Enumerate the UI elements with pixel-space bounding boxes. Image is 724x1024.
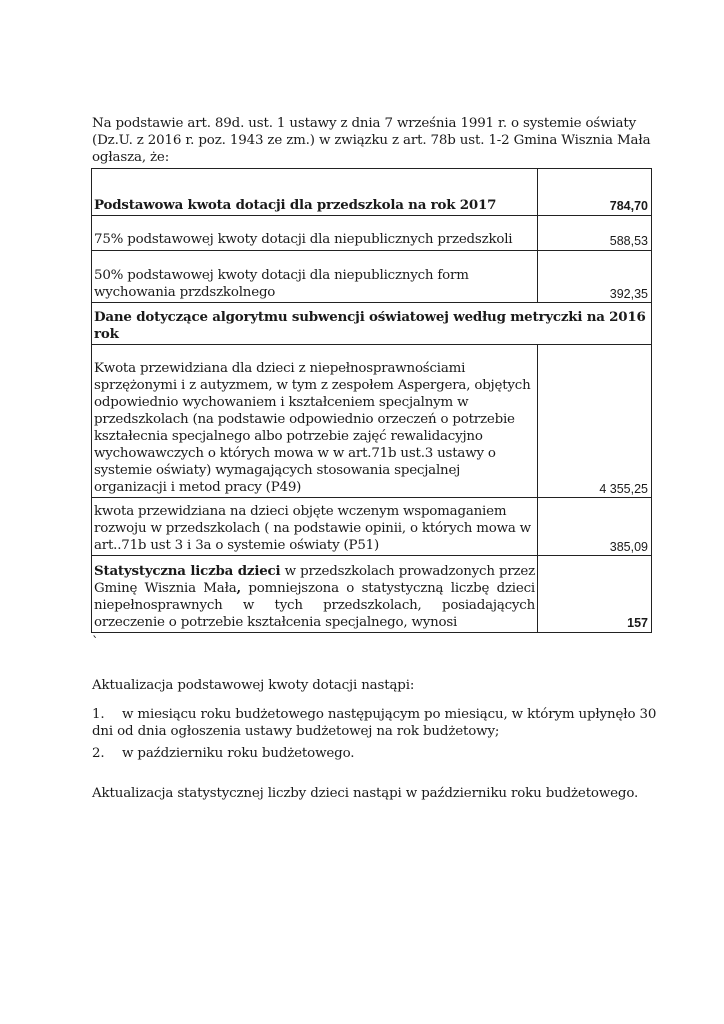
intro-paragraph: Na podstawie art. 89d. ust. 1 ustawy z dnia 7 września 1991 r. o systemie oświaty (Dz.U. z 2016 r. poz. 1943 ze zm.) w związku z art. 78b ust. 1-2 Gmina Wisznia Mała ogłasza, że: <box>92 116 651 165</box>
statistical-children-rest: pomniejszona o statystyczną liczbę dzieci niepełnosprawnych w tych przedszkolach, posiadających orzeczenie o potrzebie kształcenia specjalnego, wynosi <box>94 581 535 630</box>
p49-label: Kwota przewidziana dla dzieci z niepełnosprawnościami sprzężonymi i z autyzmem, w tym z zespołem Aspergera, objętych odpowiednio wychowaniem i kształceniem specjalnym w przedszkolach (na podstawie odpowiednio orzeczeń o potrzebie kształecnia specjalnego albo potrzebie zajęć rewalidacyjno wychowawczych o których mowa w w art.71b ust.3 ustawy o systemie oświaty) wymagających stosowania specjalnej organizacji i metod pracy (P49) <box>92 345 538 498</box>
list-item-text: w miesiącu roku budżetowego następującym po miesiącu, w którym upłynęło 30 dni od dnia ogłoszenia ustawy budżetowej na rok budżetowy; <box>92 707 657 739</box>
backtick-mark: ` <box>92 635 99 650</box>
statistical-children-bold: Statystyczna liczba dzieci <box>94 563 281 579</box>
table-row <box>92 169 652 216</box>
table-row <box>92 498 652 556</box>
table-row <box>92 251 652 303</box>
percent50-value: 392,35 <box>538 251 652 303</box>
statistical-children-mid: w przedszkolach prowadzonych przez Gminę Wisznia Mała <box>94 564 535 596</box>
list-item-number: 1. <box>92 707 105 722</box>
base-amount-label: Podstawowa kwota dotacji dla przedszkola na rok 2017 <box>92 169 538 216</box>
table-row <box>92 216 652 251</box>
p51-label: kwota przewidziana na dzieci objęte wczenym wspomaganiem rozwoju w przedszkolach ( na podstawie opinii, o których mowa w art..71b ust 3 i 3a o systemie oświaty (P51) <box>92 498 538 556</box>
statistical-children-comma: , <box>236 580 241 596</box>
p49-value: 4 355,25 <box>538 345 652 498</box>
statistical-children-value: 157 <box>538 556 652 633</box>
statistical-children-label <box>92 556 538 633</box>
base-amount-value: 784,70 <box>538 169 652 216</box>
list-item-text: w październiku roku budżetowego. <box>122 746 355 761</box>
table-row <box>92 556 652 633</box>
percent75-value: 588,53 <box>538 216 652 251</box>
list-item-number: 2. <box>92 746 105 761</box>
p51-value: 385,09 <box>538 498 652 556</box>
update-intro: Aktualizacja podstawowej kwoty dotacji nastąpi: <box>92 678 415 693</box>
percent50-label: 50% podstawowej kwoty dotacji dla niepublicznych form wychowania przdszkolnego <box>92 251 538 303</box>
update-item-1 <box>92 706 660 740</box>
closing-paragraph: Aktualizacja statystycznej liczby dzieci nastąpi w październiku roku budżetowego. <box>92 786 639 801</box>
percent75-label: 75% podstawowej kwoty dotacji dla niepublicznych przedszkoli <box>92 216 538 251</box>
update-item-2 <box>92 745 354 762</box>
table-row <box>92 303 652 345</box>
algorithm-section-heading: Dane dotyczące algorytmu subwencji oświatowej według metryczki na 2016 rok <box>92 303 652 345</box>
table-row <box>92 345 652 498</box>
subsidy-table <box>91 168 652 633</box>
